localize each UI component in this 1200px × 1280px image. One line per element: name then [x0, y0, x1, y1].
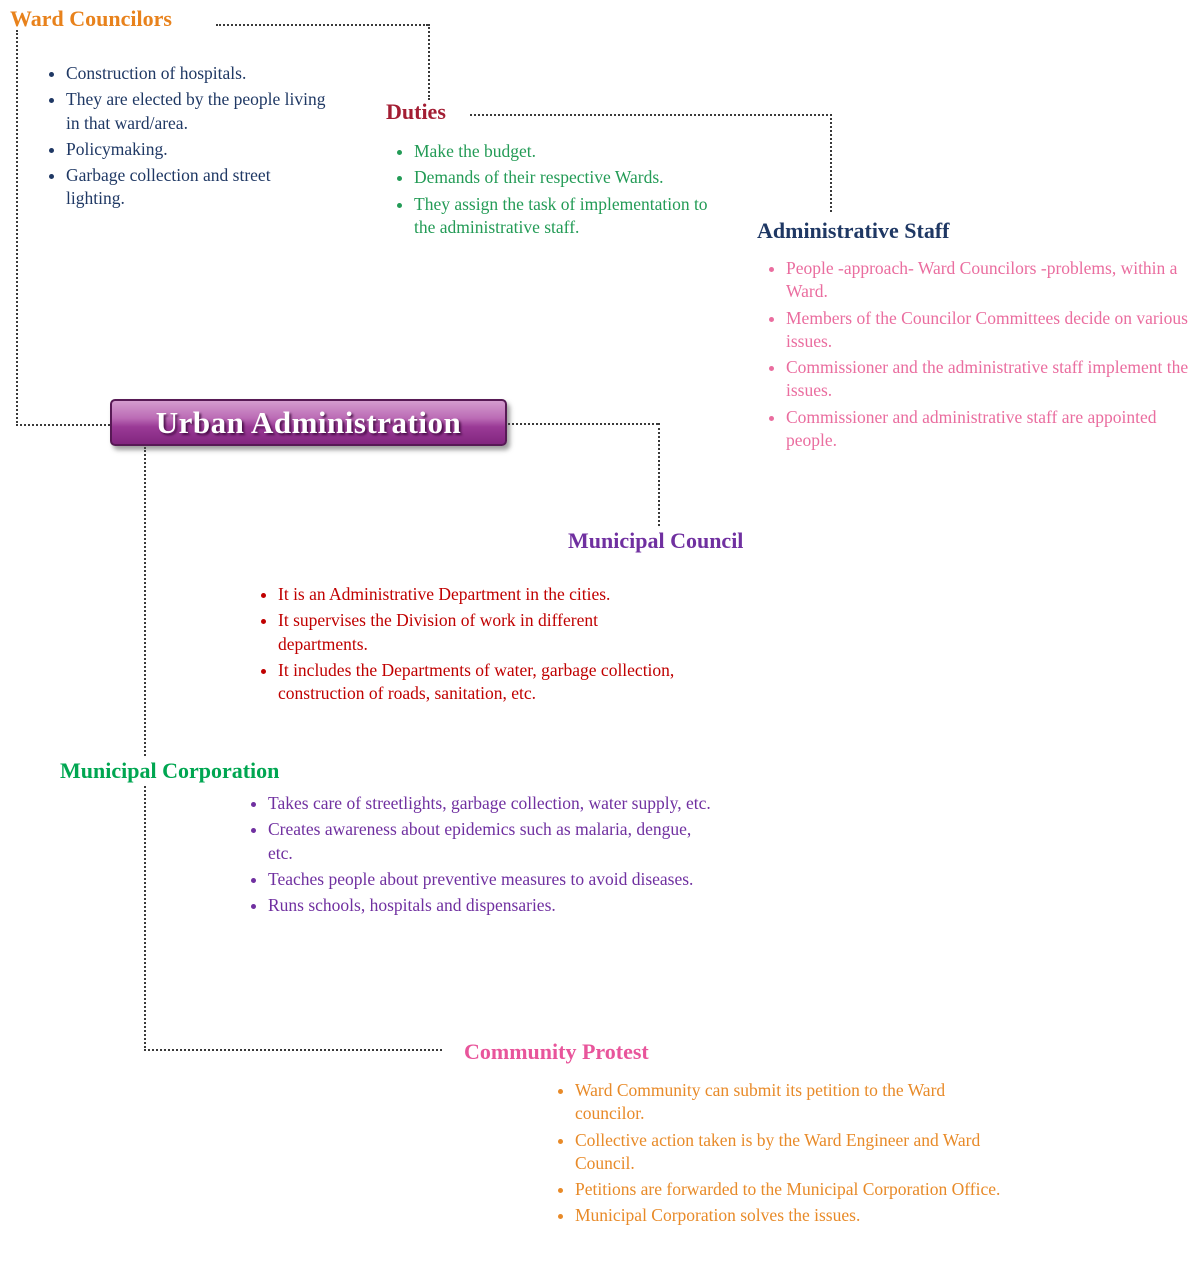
connector-ward-to-center-vertical: [16, 30, 18, 426]
duties-list: [392, 140, 714, 242]
list-item: • Teaches people about preventive measures to avoid diseases.: [268, 868, 716, 891]
connector-ward-to-duties-vertical: [428, 24, 430, 100]
municipal-council-title: Municipal Council: [568, 528, 744, 553]
list-item: • Municipal Corporation solves the issues.: [575, 1204, 1017, 1227]
connector-ward-to-duties-horizontal: [216, 24, 428, 26]
municipal-council-list: [256, 583, 686, 708]
list-item: • It includes the Departments of water, garbage collection, construction of roads, sanitation, etc.: [278, 659, 686, 706]
municipal-corporation-list: [246, 792, 716, 920]
urban-administration-box: [110, 399, 507, 446]
administrative-staff-list: [764, 257, 1196, 455]
list-item: • Construction of hospitals.: [66, 62, 326, 85]
list-item: • Creates awareness about epidemics such as malaria, dengue, etc.: [268, 818, 716, 865]
connector-center-to-protest-horizontal: [144, 1049, 442, 1051]
list-item: • They are elected by the people living in that ward/area.: [66, 88, 326, 135]
list-item: • Runs schools, hospitals and dispensaries.: [268, 894, 716, 917]
list-item: • It is an Administrative Department in the cities.: [278, 583, 686, 606]
list-item: • Demands of their respective Wards.: [414, 166, 714, 189]
list-item: • Collective action taken is by the Ward Engineer and Ward Council.: [575, 1129, 1017, 1176]
community-protest-list: [553, 1079, 1017, 1231]
list-item: • Commissioner and administrative staff are appointed people.: [786, 406, 1196, 453]
connector-duties-to-admin-vertical: [830, 114, 832, 212]
list-item: • Make the budget.: [414, 140, 714, 163]
connector-duties-to-admin-horizontal: [470, 114, 832, 116]
list-item: • Commissioner and the administrative staff implement the issues.: [786, 356, 1196, 403]
connector-center-to-protest-vertical: [144, 447, 146, 1051]
list-item: • It supervises the Division of work in different departments.: [278, 609, 686, 656]
connector-center-to-council-horizontal: [508, 423, 658, 425]
list-item: • Garbage collection and street lighting.: [66, 164, 326, 211]
ward-councilors-list: [44, 62, 326, 214]
connector-center-to-council-vertical: [658, 423, 660, 526]
duties-title: Duties: [386, 99, 446, 124]
list-item: • Ward Community can submit its petition to the Ward councilor.: [575, 1079, 1017, 1126]
administrative-staff-title: Administrative Staff: [757, 218, 950, 243]
municipal-corporation-title: Municipal Corporation: [60, 758, 284, 784]
urban-administration-title: Urban Administration: [155, 404, 462, 440]
list-item: • Policymaking.: [66, 138, 326, 161]
community-protest-title: Community Protest: [464, 1039, 649, 1064]
list-item: • Members of the Councilor Committees decide on various issues.: [786, 307, 1196, 354]
list-item: • Takes care of streetlights, garbage collection, water supply, etc.: [268, 792, 716, 815]
list-item: • Petitions are forwarded to the Municipal Corporation Office.: [575, 1178, 1017, 1201]
list-item: • People -approach- Ward Councilors -problems, within a Ward.: [786, 257, 1196, 304]
list-item: • They assign the task of implementation to the administrative staff.: [414, 193, 714, 240]
ward-councilors-title: Ward Councilors: [10, 6, 172, 31]
connector-ward-to-center-horizontal: [16, 424, 110, 426]
